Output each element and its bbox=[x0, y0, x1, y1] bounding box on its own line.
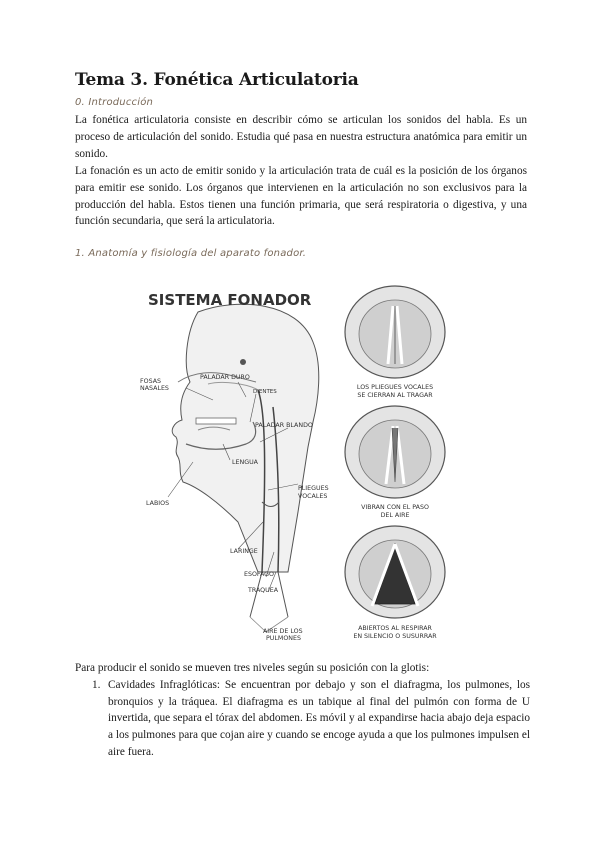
label-lengua: LENGUA bbox=[232, 459, 258, 466]
caption-closed-2: SE CIERRAN AL TRAGAR bbox=[357, 392, 433, 399]
label-dientes: DIENTES bbox=[253, 389, 277, 395]
caption-vibrating-1: VIBRAN CON EL PASO bbox=[361, 504, 429, 511]
head-illustration bbox=[172, 304, 319, 632]
label-nasales: NASALES bbox=[140, 385, 169, 392]
label-vocales: VOCALES bbox=[298, 493, 328, 500]
sistema-fonador-figure bbox=[138, 272, 458, 656]
label-paladar-blando: PALADAR BLANDO bbox=[255, 422, 313, 429]
label-fosas: FOSAS bbox=[140, 378, 161, 385]
label-aire-de-los: AIRE DE LOS bbox=[263, 628, 303, 635]
glottis-closed-illustration bbox=[345, 286, 445, 378]
glottis-vibrating-illustration bbox=[345, 406, 445, 498]
paragraph-intro-2: La fonación es un acto de emitir sonido y la articulación trata de cuál es la posición de los órganos para emitir ese sonido. Los órganos que intervienen en la articulación no son exclusivos para la producción del habla. Estos tienen una función primaria, que será respiratoria o digestiva, y una función secundaria, que será la articulatoria. bbox=[75, 165, 527, 228]
niveles-list bbox=[75, 660, 530, 761]
caption-open-1: ABIERTOS AL RESPIRAR bbox=[358, 625, 432, 632]
label-traquea: TRAQUEA bbox=[248, 587, 279, 594]
section-heading-introduccion: 0. Introducción bbox=[75, 97, 154, 108]
label-pulmones: PULMONES bbox=[266, 635, 301, 642]
list-item-number: 1. bbox=[92, 678, 101, 691]
caption-open-2: EN SILENCIO O SUSURRAR bbox=[353, 633, 437, 640]
page-title: Tema 3. Fonética Articulatoria bbox=[75, 70, 359, 90]
list-item-text: Cavidades Infraglóticas: Se encuentran por debajo y son el diafragma, los pulmones, los bronquios y la tráquea. El diafragma es un tabique al final del pulmón con forma de U invertida, que separa el tórax del abdomen. Es móvil y al expandirse hacia abajo deja espacio a los pulmones para que cojan aire y cuando se encoge ayuda a que los pulmones impulsen el aire fuera. bbox=[108, 678, 530, 758]
section-heading-anatomia: 1. Anatomía y fisiología del aparato fonador. bbox=[75, 248, 307, 259]
label-pliegues: PLIEGUES bbox=[298, 485, 329, 492]
label-labios: LABIOS bbox=[146, 500, 170, 507]
paragraph-intro-1: La fonética articulatoria consiste en describir cómo se articulan los sonidos del habla. Es un proceso de articulación del sonido. Estudia qué pasa en nuestra estructura anatómica para emitir un sonido. bbox=[75, 114, 527, 160]
list-item bbox=[75, 677, 530, 761]
label-paladar-duro: PALADAR DURO bbox=[200, 374, 250, 381]
figure-title: SISTEMA FONADOR bbox=[148, 291, 312, 309]
label-esofago: ESOFAGO bbox=[244, 571, 275, 578]
caption-vibrating-2: DEL AIRE bbox=[380, 512, 410, 519]
caption-closed-1: LOS PLIEGUES VOCALES bbox=[356, 384, 434, 391]
list-intro: Para producir el sonido se mueven tres niveles según su posición con la glotis: bbox=[75, 662, 430, 674]
glottis-open-illustration bbox=[345, 526, 445, 618]
label-laringe: LARINGE bbox=[230, 548, 258, 555]
